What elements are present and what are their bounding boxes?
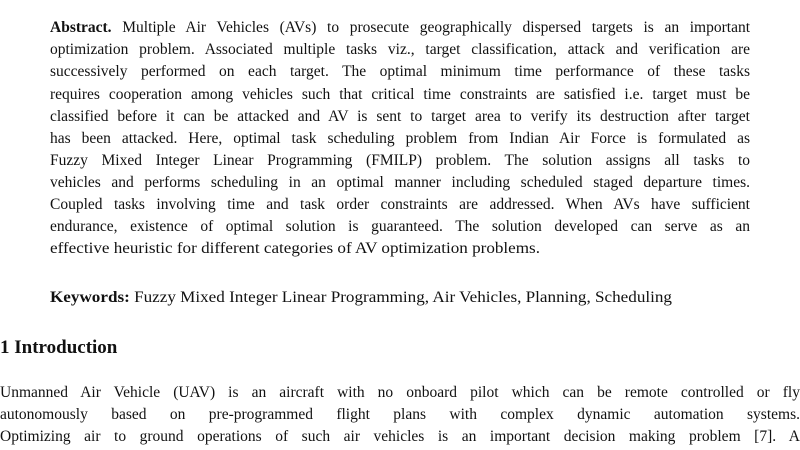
section-heading: 1 Introduction xyxy=(0,337,118,358)
body-line: Unmanned Air Vehicle (UAV) is an aircraft with no onboard pilot which can be remote controlled or fly xyxy=(0,384,800,401)
abstract-line: effective heuristic for different categories of AV optimization problems. xyxy=(50,240,540,257)
abstract-label: Abstract. xyxy=(50,19,112,36)
abstract-line: requires cooperation among vehicles such that critical time constraints are satisfied i.e. target must be xyxy=(50,86,750,103)
keywords xyxy=(50,288,800,308)
body-line: autonomously based on pre-programmed flight plans with complex dynamic automation systems. xyxy=(0,406,800,423)
abstract-line: optimization problem. Associated multiple tasks viz., target classification, attack and verification are xyxy=(50,41,750,58)
abstract-line: endurance, existence of optimal solution is guaranteed. The solution developed can serve as an xyxy=(50,218,750,235)
abstract-line: vehicles and performs scheduling in an optimal manner including scheduled staged departure times. xyxy=(50,174,750,191)
abstract-line: Fuzzy Mixed Integer Linear Programming (FMILP) problem. The solution assigns all tasks to xyxy=(50,152,750,169)
keywords-label: Keywords: xyxy=(50,289,130,306)
abstract-line: Abstract. Multiple Air Vehicles (AVs) to prosecute geographically dispersed targets is an important xyxy=(50,19,751,36)
abstract-line: Coupled tasks involving time and task order constraints are addressed. When AVs have sufficient xyxy=(50,196,750,213)
keywords-text: Fuzzy Mixed Integer Linear Programming, Air Vehicles, Planning, Scheduling xyxy=(134,289,672,306)
body-line: Optimizing air to ground operations of such air vehicles is an important decision making problem [7]. A xyxy=(0,428,800,445)
abstract-line: has been attacked. Here, optimal task scheduling problem from Indian Air Force is formulated as xyxy=(50,130,750,147)
abstract-line: successively performed on each target. The optimal minimum time performance of these tasks xyxy=(50,63,750,80)
abstract-line: classified before it can be attacked and AV is sent to target area to verify its destruction after target xyxy=(50,108,750,125)
